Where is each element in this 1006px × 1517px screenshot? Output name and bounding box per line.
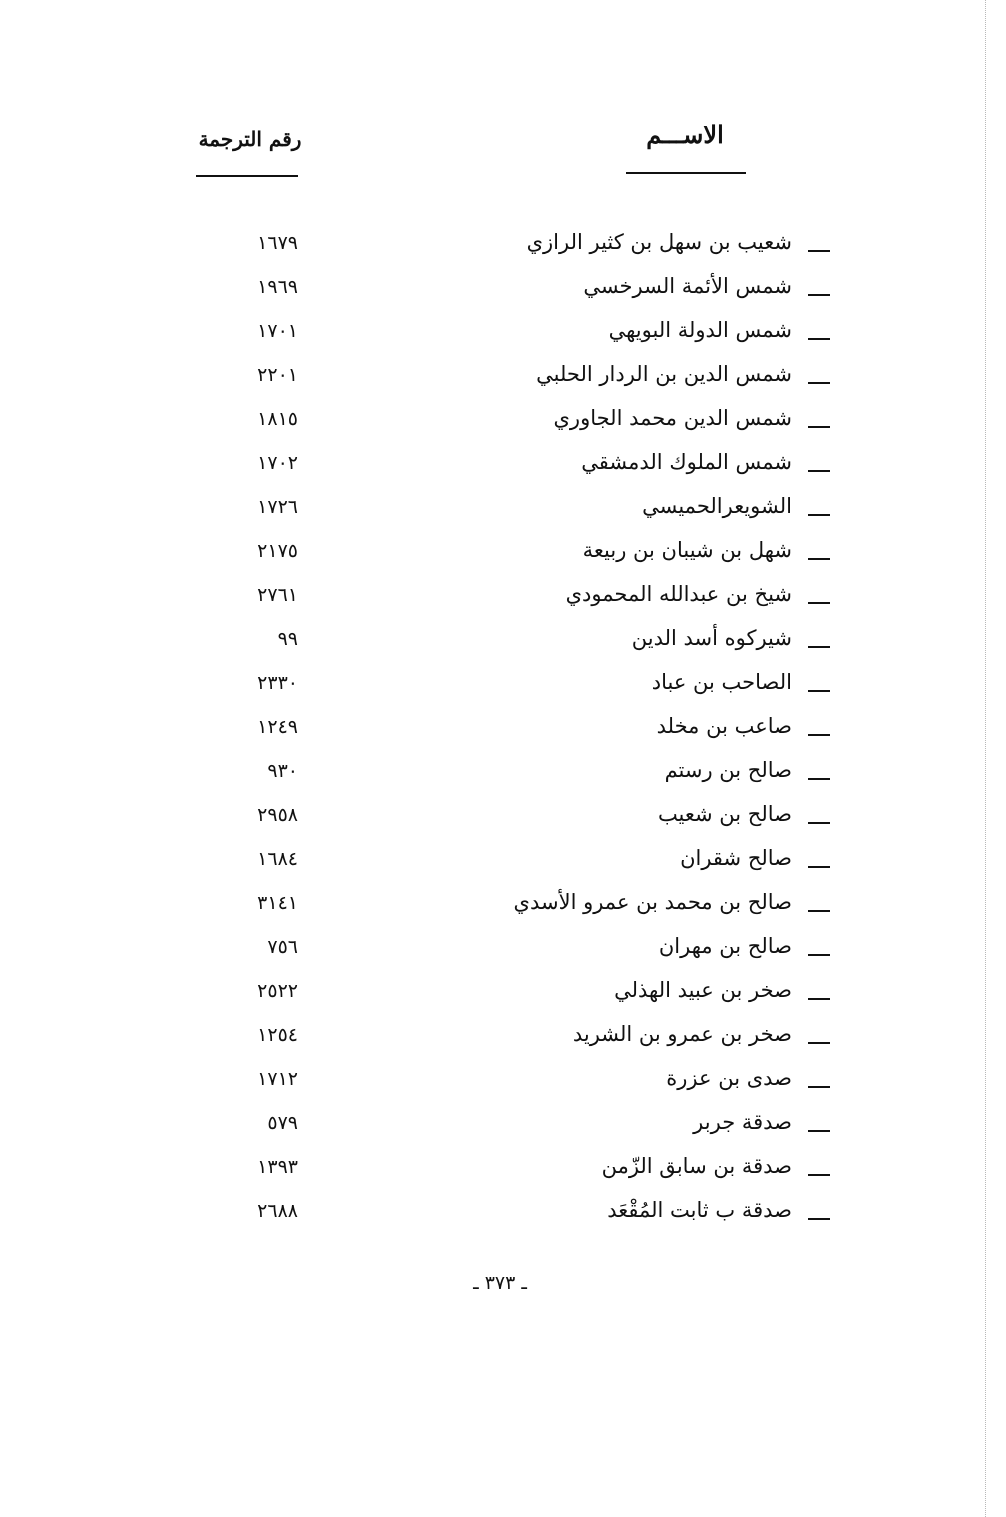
entry-dash	[808, 1130, 830, 1132]
entry-name: شمس الملوك الدمشقي	[581, 450, 792, 474]
entry-dash	[808, 338, 830, 340]
entry-dash	[808, 1042, 830, 1044]
list-item	[0, 400, 1006, 444]
entry-dash	[808, 690, 830, 692]
entry-name: الشويعرالحميسي	[642, 494, 792, 518]
list-item	[0, 224, 1006, 268]
list-item	[0, 312, 1006, 356]
entry-number: ١٩٦٩	[257, 276, 298, 298]
list-item	[0, 972, 1006, 1016]
entry-name: شمس الأئمة السرخسي	[583, 274, 792, 298]
entries-list	[0, 224, 1006, 1236]
entry-name: الصاحب بن عباد	[651, 670, 792, 694]
number-header-underline	[196, 175, 298, 177]
entry-name: شمس الدولة البويهي	[608, 318, 792, 342]
entry-number: ١٢٤٩	[257, 716, 298, 738]
entry-number: ٢٢٠١	[257, 364, 298, 386]
entry-dash	[808, 998, 830, 1000]
entry-name: صدقة بن سابق الزّمن	[601, 1154, 792, 1178]
entry-dash	[808, 514, 830, 516]
entry-number: ٢٩٥٨	[257, 804, 298, 826]
entry-name: شمس الدين بن الردار الحلبي	[536, 362, 792, 386]
entry-name: شهل بن شيبان بن ربيعة	[582, 538, 792, 562]
entry-number: ٢٧٦١	[257, 584, 298, 606]
list-item	[0, 1192, 1006, 1236]
entry-dash	[808, 602, 830, 604]
list-item	[0, 444, 1006, 488]
entry-name: صالح شقران	[680, 846, 792, 870]
entry-dash	[808, 1218, 830, 1220]
entry-number: ٧٥٦	[267, 936, 298, 958]
entry-dash	[808, 778, 830, 780]
entry-number: ٢٣٣٠	[257, 672, 298, 694]
list-item	[0, 1148, 1006, 1192]
entry-name: صاعب بن مخلد	[656, 714, 792, 738]
list-item	[0, 356, 1006, 400]
entry-dash	[808, 250, 830, 252]
entry-dash	[808, 1174, 830, 1176]
list-item	[0, 796, 1006, 840]
entry-dash	[808, 866, 830, 868]
entry-number: ١٧٠٢	[257, 452, 298, 474]
entry-name: شيركوه أسد الدين	[631, 626, 792, 650]
entry-number: ١٦٧٩	[257, 232, 298, 254]
entry-number: ٩٩	[277, 628, 298, 650]
entry-dash	[808, 646, 830, 648]
list-item	[0, 840, 1006, 884]
list-item	[0, 928, 1006, 972]
entry-name: شيخ بن عبدالله المحمودي	[565, 582, 792, 606]
entry-dash	[808, 734, 830, 736]
entry-name: صالح بن محمد بن عمرو الأسدي	[513, 890, 792, 914]
entry-number: ١٧١٢	[257, 1068, 298, 1090]
entry-name: صخر بن عمرو بن الشريد	[572, 1022, 792, 1046]
list-item	[0, 884, 1006, 928]
entry-dash	[808, 558, 830, 560]
entry-name: صدقة جربر	[693, 1110, 792, 1134]
list-item	[0, 620, 1006, 664]
entry-name: صالح بن رستم	[664, 758, 792, 782]
entry-name: صدقة ب ثابت المُقْعَد	[607, 1198, 792, 1222]
entry-number: ١٦٨٤	[257, 848, 298, 870]
list-item	[0, 532, 1006, 576]
name-column-header: الاســـم	[646, 120, 724, 149]
entry-dash	[808, 470, 830, 472]
entry-number: ١٢٥٤	[257, 1024, 298, 1046]
entry-number: ١٣٩٣	[257, 1156, 298, 1178]
entry-name: صخر بن عبيد الهذلي	[614, 978, 792, 1002]
list-item	[0, 576, 1006, 620]
name-header-underline	[626, 172, 746, 174]
list-item	[0, 1016, 1006, 1060]
list-item	[0, 1104, 1006, 1148]
list-item	[0, 488, 1006, 532]
entry-dash	[808, 382, 830, 384]
entry-dash	[808, 910, 830, 912]
entry-number: ١٨١٥	[257, 408, 298, 430]
entry-number: ١٧٠١	[257, 320, 298, 342]
list-item	[0, 664, 1006, 708]
list-item	[0, 1060, 1006, 1104]
entry-number: ٢٦٨٨	[257, 1200, 298, 1222]
number-column-header: رقم الترجمة	[198, 127, 302, 151]
entry-number: ٢١٧٥	[257, 540, 298, 562]
list-item	[0, 708, 1006, 752]
entry-name: صدى بن عزرة	[666, 1066, 792, 1090]
entry-dash	[808, 822, 830, 824]
entry-name: شمس الدين محمد الجاوري	[553, 406, 792, 430]
entry-number: ٢٥٢٢	[257, 980, 298, 1002]
entry-name: شعيب بن سهل بن كثير الرازي	[526, 230, 792, 254]
page-number: ـ ٣٧٣ ـ	[473, 1272, 527, 1294]
entry-name: صالح بن مهران	[658, 934, 792, 958]
entry-dash	[808, 954, 830, 956]
entry-number: ٩٣٠	[267, 760, 298, 782]
entry-dash	[808, 426, 830, 428]
entry-number: ١٧٢٦	[257, 496, 298, 518]
entry-name: صالح بن شعيب	[657, 802, 792, 826]
entry-dash	[808, 1086, 830, 1088]
entry-number: ٣١٤١	[257, 892, 298, 914]
list-item	[0, 752, 1006, 796]
entry-dash	[808, 294, 830, 296]
entry-number: ٥٧٩	[267, 1112, 298, 1134]
list-item	[0, 268, 1006, 312]
